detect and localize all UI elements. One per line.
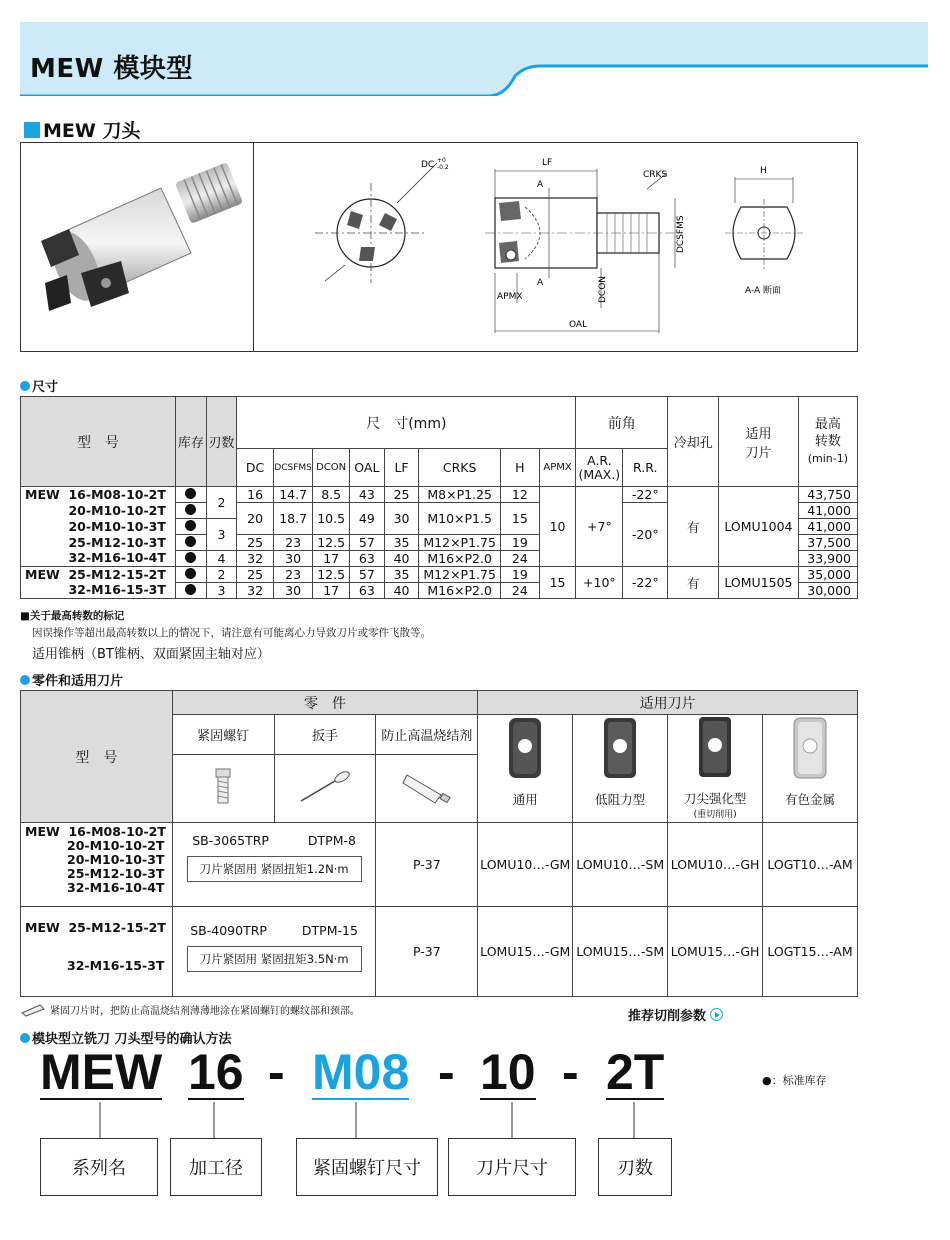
dcsfms-cell: 30 [273, 551, 312, 567]
th-strong-cell [668, 715, 763, 823]
th-nonferrous: 有色金属 [785, 792, 836, 807]
crks-cell: M16×P2.0 [419, 583, 501, 599]
wrench-code: DTPM-8 [307, 833, 356, 848]
stock-cell [176, 567, 207, 583]
stock-cell [176, 503, 207, 519]
rpm-cell: 41,000 [798, 519, 857, 535]
th-coolant: 冷却孔 [668, 397, 719, 487]
dc-cell: 32 [237, 583, 274, 599]
lf-cell: 40 [384, 551, 419, 567]
oal-label: OAL [569, 320, 588, 330]
insert-am-image [790, 716, 830, 782]
ar-cell: +10° [576, 567, 623, 599]
th-strong-edge-sub: (重切削用) [693, 810, 737, 820]
th-low-res: 低阻力型 [595, 792, 646, 807]
insert-gm-image [505, 716, 545, 782]
dc-tol-plus: +0 [437, 157, 446, 164]
apmx-cell: 15 [539, 567, 576, 599]
dcon-cell: 10.5 [313, 503, 350, 535]
insert-gh-code: LOMU15…-GH [668, 907, 763, 997]
stock-dot-icon [185, 552, 196, 563]
th-h: H [500, 449, 539, 487]
model-prefix: MEW [25, 566, 60, 582]
stock-dot-icon [185, 520, 196, 531]
dcon-cell: 17 [313, 583, 350, 599]
table-row-model [21, 487, 176, 503]
insert-gh-code: LOMU10…-GH [668, 823, 763, 907]
section-title-text: MEW 刀头 [43, 120, 141, 142]
tube-icon [397, 767, 457, 807]
th-rake: 前角 [576, 397, 668, 449]
th-insert: 适用 刀片 [719, 397, 799, 487]
screw-icon [210, 767, 236, 807]
dc-cell: 25 [237, 535, 274, 551]
model-line [25, 921, 172, 935]
dims-heading [20, 376, 58, 395]
label-insert-size: 刀片尺寸 [448, 1138, 576, 1196]
screw-wrench-cell [172, 823, 376, 907]
table-row-model [21, 583, 176, 599]
section-title [24, 116, 140, 143]
th-maxrpm [798, 397, 857, 487]
aa-section-label: A-A 断面 [745, 286, 782, 296]
oal-cell: 49 [350, 503, 385, 535]
dc-cell: 25 [237, 567, 274, 583]
dcsfms-cell: 30 [273, 583, 312, 599]
lf-cell: 40 [384, 583, 419, 599]
th-apmx: APMX [539, 449, 576, 487]
th-dcon: DCON [313, 449, 350, 487]
code-heading-text: 模块型立铣刀 刀头型号的确认方法 [32, 1032, 232, 1047]
rpm-cell: 35,000 [798, 567, 857, 583]
recommend-link[interactable] [628, 1005, 723, 1024]
table-row-model [21, 567, 176, 583]
wrench-code: DTPM-15 [301, 923, 358, 938]
antiseize-code: P-37 [376, 907, 478, 997]
rpm-cell: 33,900 [798, 551, 857, 567]
model-name: 20-M10-10-2T [67, 838, 165, 853]
stock-cell [176, 535, 207, 551]
dc-cell: 16 [237, 487, 274, 503]
th-nonferrous-cell [763, 715, 858, 823]
insert-sm-image [600, 716, 640, 782]
rpm-cell: 30,000 [798, 583, 857, 599]
oal-cell: 57 [350, 567, 385, 583]
screw-wrench-cell [172, 907, 376, 997]
crks-cell: M8×P1.25 [419, 487, 501, 503]
stock-dot-icon [185, 568, 196, 579]
model-name: 25-M12-10-3T [67, 866, 165, 881]
parts-row-models [21, 907, 173, 997]
torque-wrap [173, 946, 376, 972]
table-row-model [21, 519, 176, 535]
parts-heading-text: 零件和适用刀片 [32, 674, 124, 689]
a-bottom-label: A [537, 278, 544, 288]
h-cell: 19 [500, 567, 539, 583]
model-name: 32-M16-10-4T [68, 550, 166, 566]
stock-dot-icon [185, 504, 196, 515]
label-diameter: 加工径 [170, 1138, 262, 1196]
table-row-model [21, 551, 176, 567]
code-series: MEW [40, 1044, 163, 1100]
table-row-model [21, 503, 176, 519]
th-maxrpm-text: 最高 转数 [814, 417, 841, 449]
dcsfms-cell: 23 [273, 535, 312, 551]
flutes-cell: 2 [206, 487, 237, 519]
stock-cell [176, 519, 207, 535]
dcon-label: DCON [598, 275, 608, 303]
dcsfms-label: DCSFMS [676, 215, 686, 253]
screw-code: SB-4090TRP [190, 923, 267, 938]
screw-wrench-row [173, 833, 376, 848]
holder-note: 适用锥柄（BT锥柄、双面紧固主轴对应） [32, 647, 270, 662]
model-prefix: MEW [25, 486, 60, 502]
stock-legend: ●：标准库存 [762, 1074, 827, 1087]
a-top-label: A [537, 180, 544, 190]
dot-bullet-icon [20, 1033, 30, 1043]
crks-label: CRKS [643, 170, 668, 180]
flutes-cell: 3 [206, 519, 237, 551]
model-name: 20-M10-10-3T [67, 852, 165, 867]
dc-label: DC [421, 160, 435, 170]
code-dash: - [268, 1044, 285, 1100]
insert-am-code: LOGT10…-AM [763, 823, 858, 907]
th-maxrpm-unit: (min-1) [807, 452, 849, 465]
product-photo [21, 143, 253, 351]
parts-row-models [21, 823, 173, 907]
stock-cell [176, 583, 207, 599]
insert-gh-image [695, 715, 735, 781]
oal-cell: 63 [350, 551, 385, 567]
maxrpm-note-title: ■关于最高转数的标记 [20, 610, 125, 622]
code-screw-size: M08 [312, 1044, 410, 1100]
h-cell: 12 [500, 487, 539, 503]
th-model: 型 号 [21, 397, 176, 487]
th-model: 型 号 [21, 691, 173, 823]
lf-cell: 30 [384, 503, 419, 535]
label-flutes: 刃数 [598, 1138, 672, 1196]
crks-cell: M16×P2.0 [419, 551, 501, 567]
lf-label: LF [542, 158, 553, 168]
dcon-cell: 12.5 [313, 567, 350, 583]
th-inserts: 适用刀片 [478, 691, 858, 715]
th-dc: DC [237, 449, 274, 487]
table-row-model [21, 535, 176, 551]
page-title: MEW 模块型 [30, 54, 193, 84]
insert-sm-code: LOMU10…-SM [573, 823, 668, 907]
screw-code: SB-3065TRP [192, 833, 269, 848]
screw-image-cell [172, 755, 274, 823]
th-lf: LF [384, 449, 419, 487]
lf-cell: 35 [384, 567, 419, 583]
model-name: 25-M12-15-2T [68, 920, 166, 935]
dcsfms-cell: 14.7 [273, 487, 312, 503]
model-name: 32-M16-15-3T [68, 582, 166, 598]
label-series: 系列名 [40, 1138, 158, 1196]
crks-cell: M10×P1.5 [419, 503, 501, 535]
wrench-image-cell [274, 755, 376, 823]
insert-gm-code: LOMU15…-GM [478, 907, 573, 997]
dcon-cell: 12.5 [313, 535, 350, 551]
insert-cell: LOMU1004 [719, 487, 799, 567]
model-prefix: MEW [25, 824, 60, 839]
th-stock: 库存 [176, 397, 207, 487]
torque-box: 刀片紧固用 紧固扭矩3.5N·m [187, 946, 362, 972]
stock-dot-icon [185, 488, 196, 499]
model-name: 16-M08-10-2T [68, 486, 166, 502]
parts-heading [20, 670, 123, 689]
th-oal: OAL [350, 449, 385, 487]
oal-cell: 57 [350, 535, 385, 551]
h-cell: 24 [500, 551, 539, 567]
rpm-cell: 41,000 [798, 503, 857, 519]
flutes-cell: 2 [206, 567, 237, 583]
tube-small-icon [20, 1003, 48, 1017]
dcon-cell: 17 [313, 551, 350, 567]
model-name: 20-M10-10-2T [68, 502, 166, 518]
dc-cell: 20 [237, 503, 274, 535]
model-prefix: MEW [25, 920, 60, 935]
th-antiseize: 防止高温烧结剂 [376, 715, 478, 755]
th-lowres-cell [573, 715, 668, 823]
th-dcsfms: DCSFMS [273, 449, 312, 487]
dot-bullet-icon [20, 675, 30, 685]
th-screw: 紧固螺钉 [172, 715, 274, 755]
model-name: 32-M16-10-4T [67, 880, 165, 895]
h-cell: 19 [500, 535, 539, 551]
apmx-cell: 10 [539, 487, 576, 567]
insert-gm-code: LOMU10…-GM [478, 823, 573, 907]
model-line [25, 825, 172, 839]
dc-tol-minus: -0.2 [437, 164, 449, 171]
rr-cell: -22° [623, 487, 668, 503]
front-view-drawing [255, 143, 855, 351]
parts-table [20, 690, 858, 997]
figure-box [20, 142, 858, 352]
th-strong-edge: 刀尖强化型 [683, 791, 747, 806]
wrench-icon [295, 767, 355, 807]
model-name: 32-M16-15-3T [67, 958, 165, 973]
th-parts: 零 件 [172, 691, 478, 715]
code-insert-size: 10 [480, 1044, 536, 1100]
th-flutes: 刃数 [206, 397, 237, 487]
th-dims: 尺 寸(mm) [237, 397, 576, 449]
screw-wrench-row [173, 923, 376, 938]
antiseize-code: P-37 [376, 823, 478, 907]
oal-cell: 63 [350, 583, 385, 599]
apmx-label: APMX [497, 292, 523, 302]
oal-cell: 43 [350, 487, 385, 503]
crks-cell: M12×P1.75 [419, 567, 501, 583]
code-dash: - [562, 1044, 579, 1100]
model-name: 20-M10-10-3T [68, 518, 166, 534]
dc-cell: 32 [237, 551, 274, 567]
flutes-cell: 3 [206, 583, 237, 599]
insert-sm-code: LOMU15…-SM [573, 907, 668, 997]
torque-wrap [173, 856, 376, 882]
dcon-cell: 8.5 [313, 487, 350, 503]
lf-cell: 25 [384, 487, 419, 503]
model-name: 25-M12-15-2T [68, 566, 166, 582]
rr-cell: -20° [623, 503, 668, 567]
code-flutes: 2T [606, 1044, 665, 1100]
antiseize-image-cell [376, 755, 478, 823]
insert-cell: LOMU1505 [719, 567, 799, 599]
square-bullet-icon [24, 122, 40, 138]
code-diameter: 16 [188, 1044, 244, 1100]
stock-dot-icon [185, 536, 196, 547]
h-cell: 24 [500, 583, 539, 599]
dims-heading-text: 尺寸 [32, 380, 59, 395]
rr-cell: -22° [623, 567, 668, 599]
crks-cell: M12×P1.75 [419, 535, 501, 551]
th-rr: R.R. [623, 449, 668, 487]
th-ar: A.R. (MAX.) [576, 449, 623, 487]
coolant-cell: 有 [668, 567, 719, 599]
coolant-cell: 有 [668, 487, 719, 567]
th-crks: CRKS [419, 449, 501, 487]
dot-bullet-icon [20, 381, 30, 391]
torque-box: 刀片紧固用 紧固扭矩1.2N·m [187, 856, 362, 882]
arrow-right-icon[interactable] [710, 1008, 723, 1021]
insert-am-code: LOGT15…-AM [763, 907, 858, 997]
antiseize-note-text: 紧固刀片时，把防止高温烧结剂薄薄地涂在紧固螺钉的螺纹部和颈部。 [50, 1006, 360, 1017]
dcsfms-cell: 18.7 [273, 503, 312, 535]
model-name: 16-M08-10-2T [68, 824, 166, 839]
th-general: 通用 [512, 792, 538, 807]
maxrpm-note-text: 因误操作等超出最高转数以上的情况下，请注意有可能离心力导致刀片或零件飞散等。 [32, 627, 431, 639]
flutes-cell: 4 [206, 551, 237, 567]
lf-cell: 35 [384, 535, 419, 551]
stock-dot-icon [185, 584, 196, 595]
stock-cell [176, 551, 207, 567]
rpm-cell: 43,750 [798, 487, 857, 503]
th-wrench: 扳手 [274, 715, 376, 755]
stock-cell [176, 487, 207, 503]
code-dash: - [438, 1044, 455, 1100]
antiseize-note [20, 1002, 360, 1017]
figure-divider [253, 143, 254, 351]
dcsfms-cell: 23 [273, 567, 312, 583]
h-label: H [760, 166, 767, 176]
th-general-cell [478, 715, 573, 823]
model-name: 25-M12-10-3T [68, 534, 166, 550]
code-connectors [0, 1100, 950, 1140]
rpm-cell: 37,500 [798, 535, 857, 551]
h-cell: 15 [500, 503, 539, 535]
recommend-link-text[interactable]: 推荐切削参数 [628, 1009, 707, 1024]
dims-table [20, 396, 858, 599]
ar-cell: +7° [576, 487, 623, 567]
label-screw-size: 紧固螺钉尺寸 [296, 1138, 438, 1196]
